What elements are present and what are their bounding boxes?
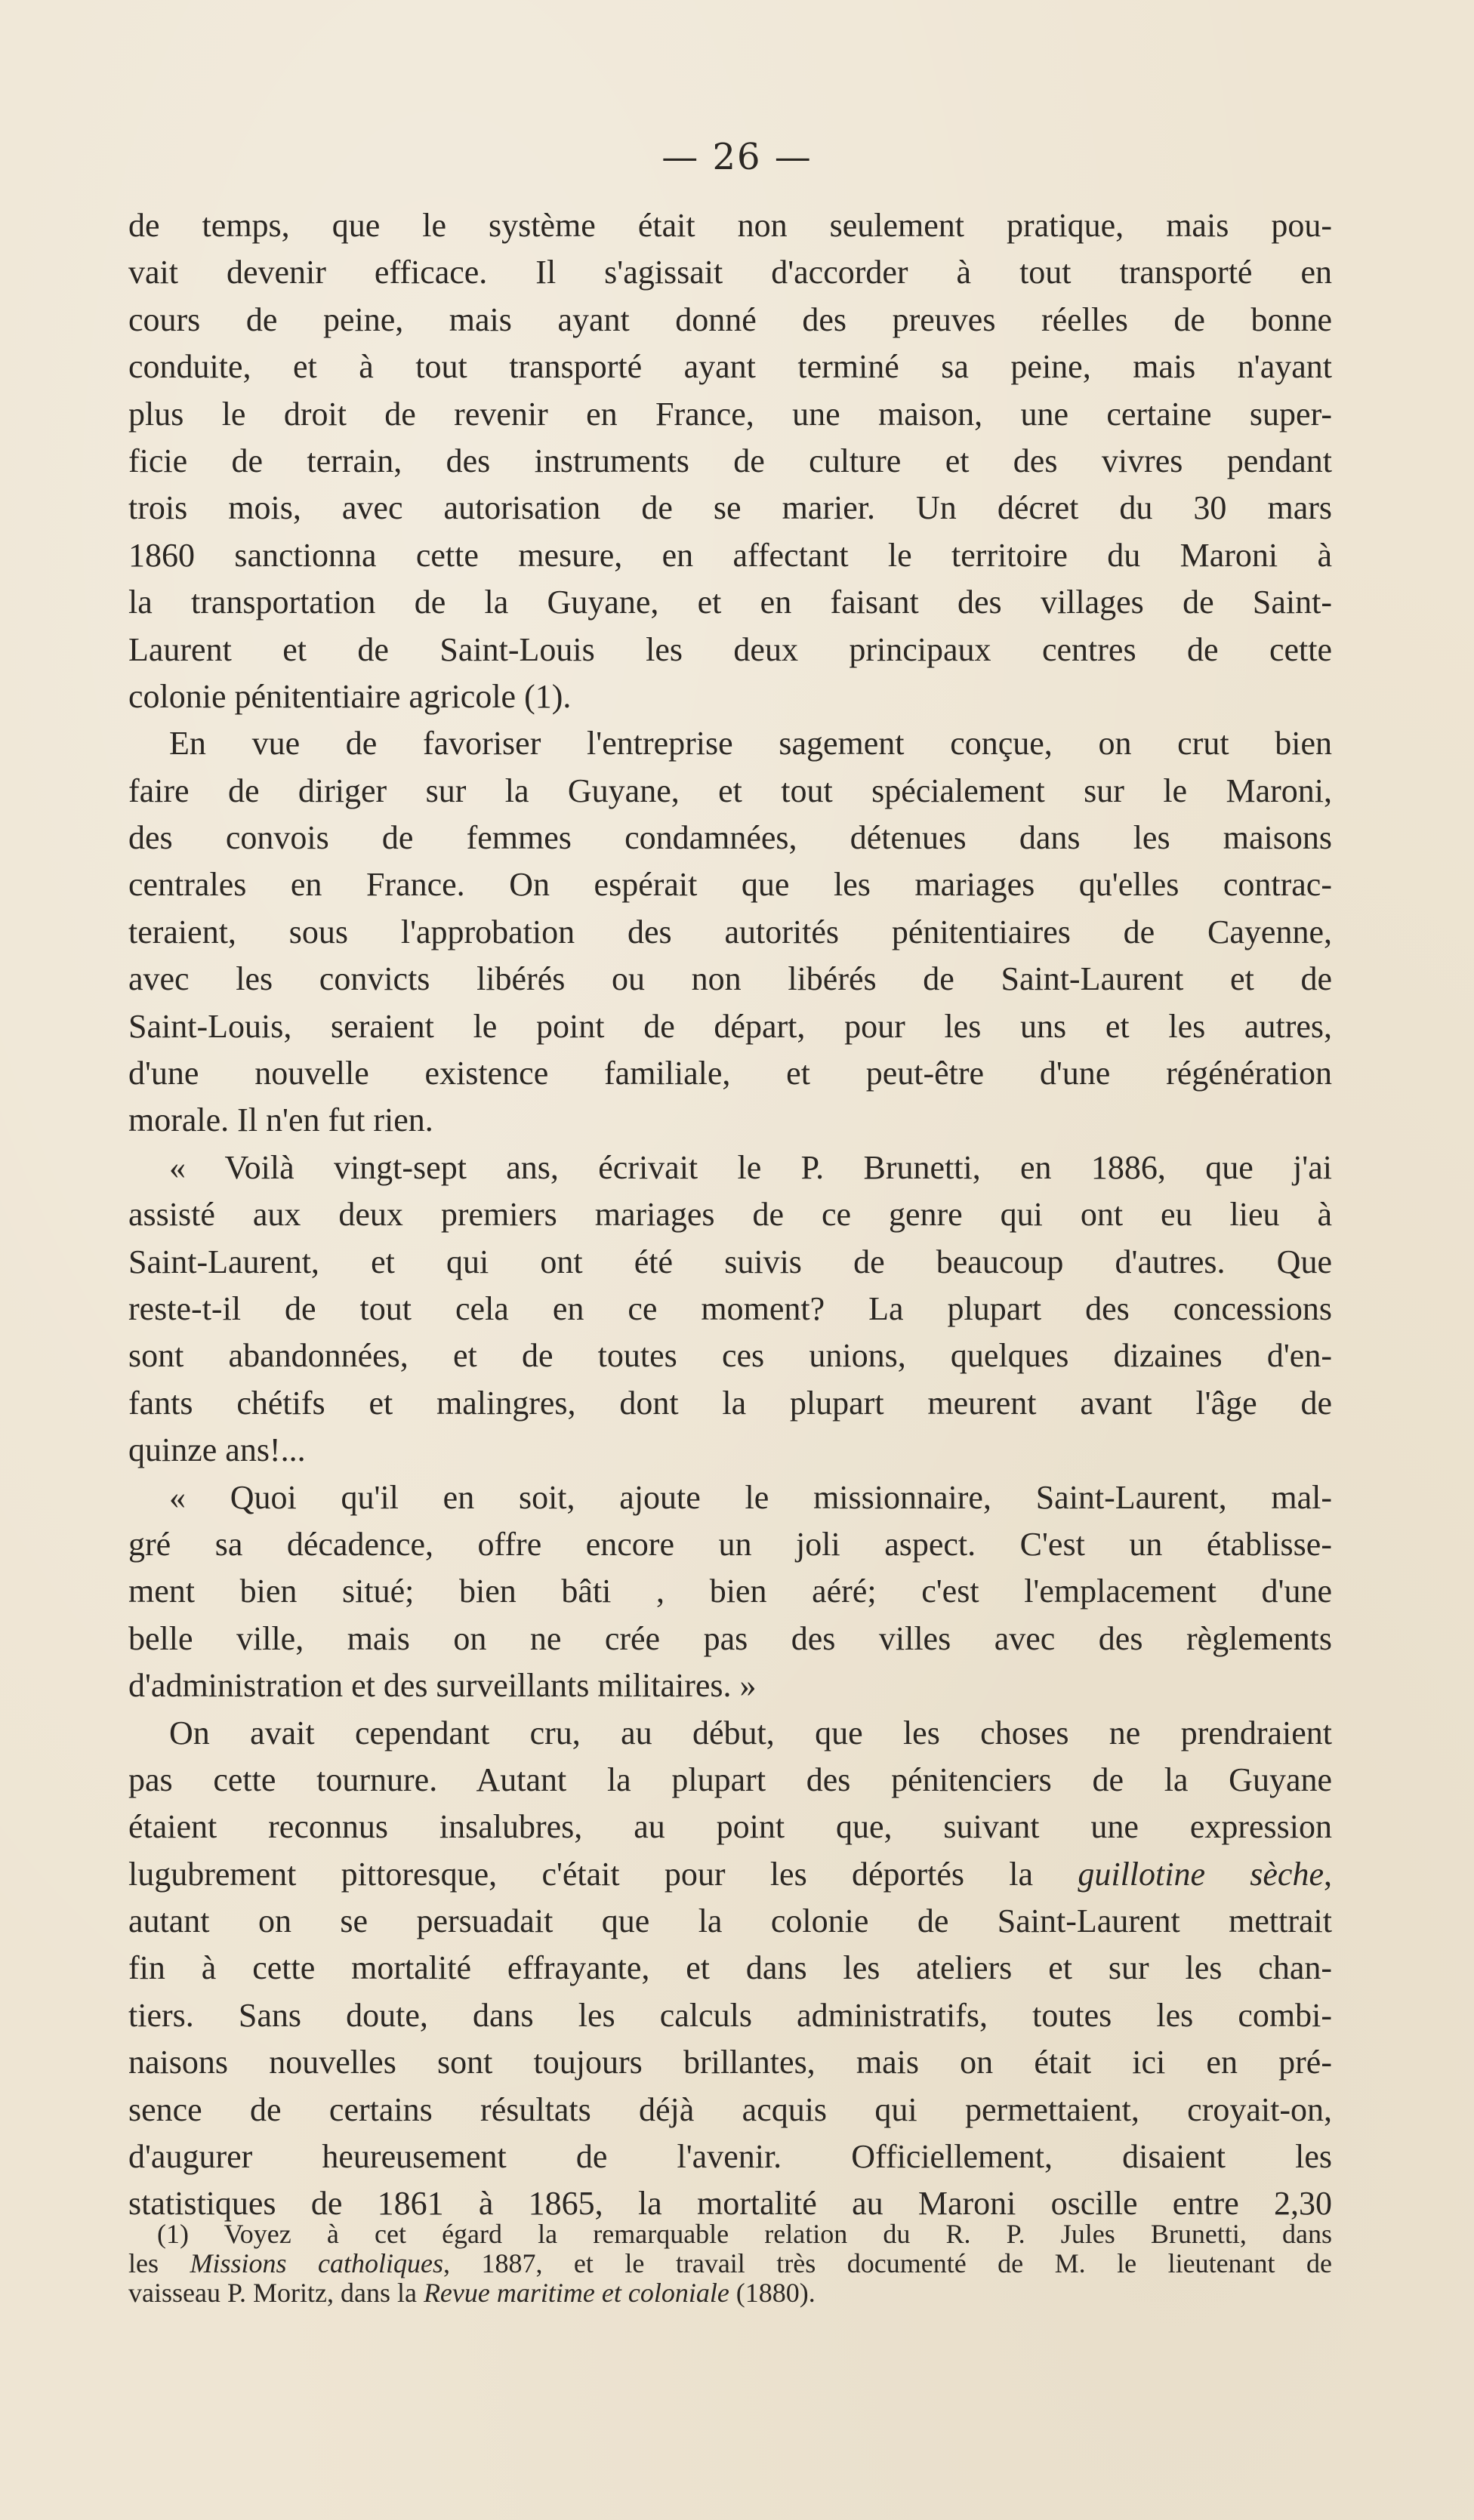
- italic-phrase: guillotine sèche: [1078, 1855, 1324, 1893]
- footnote-text: les: [128, 2248, 190, 2278]
- text-line-content: la transportation de la Guyane, et en faisant des villages de Saint-: [128, 584, 1332, 621]
- text-line-content: tiers. Sans doute, dans les calculs administratifs, toutes les combi-: [128, 1996, 1332, 2034]
- text-line-content: sence de certains résultats déjà acquis qui permettaient, croyait-on,: [128, 2090, 1332, 2128]
- text-line-content: de temps, que le système était non seulement pratique, mais pou-: [128, 207, 1332, 244]
- text-line: [128, 1568, 1332, 1615]
- text-line: [128, 1757, 1332, 1804]
- text-line: [128, 1474, 1332, 1521]
- text-line: [128, 1286, 1332, 1332]
- footnote: [128, 2220, 1332, 2308]
- text-line: [128, 343, 1332, 390]
- text-line: [128, 956, 1332, 1003]
- text-line-content: Saint-Louis, seraient le point de départ, pour les uns et les autres,: [128, 1007, 1332, 1045]
- text-line-content: naisons nouvelles sont toujours brillantes, mais on était ici en pré-: [128, 2044, 1332, 2081]
- text-line: [128, 1380, 1332, 1427]
- text-line-content: quinze ans!...: [128, 1431, 306, 1469]
- text-line-content: sont abandonnées, et de toutes ces unions, quelques dizaines d'en-: [128, 1337, 1332, 1375]
- text-line: [128, 1144, 1332, 1191]
- text-line: [128, 720, 1332, 767]
- text-line: [128, 485, 1332, 531]
- text-line-content: autant on se persuadait que la colonie de Saint-Laurent mettrait: [128, 1902, 1332, 1940]
- text-line-content: colonie pénitentiaire agricole (1).: [128, 677, 572, 715]
- text-line: [128, 532, 1332, 579]
- footnote-text: , 1887, et le travail très documenté de M. le lieutenant de: [443, 2248, 1332, 2278]
- footnote-line: [128, 2278, 1332, 2308]
- footnote-italic-title: Missions catholiques: [190, 2248, 443, 2278]
- text-line: [128, 249, 1332, 296]
- text-line-content: 1860 sanctionna cette mesure, en affectant le territoire du Maroni à: [128, 536, 1332, 574]
- text-line: [128, 1050, 1332, 1097]
- text-line-content: faire de diriger sur la Guyane, et tout spécialement sur le Maroni,: [128, 772, 1332, 809]
- text-line-content: ,: [1323, 1855, 1332, 1893]
- text-line: [128, 627, 1332, 673]
- text-line-content: « Voilà vingt-sept ans, écrivait le P. Brunetti, en 1886, que j'ai: [169, 1148, 1332, 1186]
- text-line-content: Saint-Laurent, et qui ont été suivis de beaucoup d'autres. Que: [128, 1243, 1332, 1280]
- text-line-content: gré sa décadence, offre encore un joli aspect. C'est un établisse-: [128, 1525, 1332, 1563]
- text-line-content: fin à cette mortalité effrayante, et dans les ateliers et sur les chan-: [128, 1949, 1332, 1987]
- text-line-content: En vue de favoriser l'entreprise sagement conçue, on crut bien: [169, 725, 1332, 762]
- text-line-content: On avait cependant cru, au début, que les choses ne prendraient: [169, 1714, 1332, 1751]
- footnote-text: (1880).: [729, 2278, 816, 2308]
- text-line: [128, 2133, 1332, 2180]
- text-line-content: pas cette tournure. Autant la plupart des pénitenciers de la Guyane: [128, 1761, 1332, 1798]
- footnote-line: [128, 2249, 1332, 2278]
- text-line-content: vait devenir efficace. Il s'agissait d'accorder à tout transporté en: [128, 254, 1332, 291]
- text-line: [128, 579, 1332, 626]
- text-line: [128, 909, 1332, 956]
- text-line: [128, 1710, 1332, 1757]
- text-line: [128, 1945, 1332, 1992]
- text-line: [128, 438, 1332, 485]
- text-line-content: lugubrement pittoresque, c'était pour les déportés la: [128, 1855, 1078, 1893]
- text-line: [128, 202, 1332, 249]
- text-line: [128, 1191, 1332, 1238]
- body-text: [128, 202, 1332, 2228]
- text-line: [128, 1097, 1332, 1144]
- text-line: [128, 1851, 1332, 1898]
- text-line: [128, 2039, 1332, 2086]
- text-line-content: d'augurer heureusement de l'avenir. Officiellement, disaient les: [128, 2138, 1332, 2176]
- text-line-content: plus le droit de revenir en France, une maison, une certaine super-: [128, 395, 1332, 433]
- text-line: [128, 1616, 1332, 1662]
- text-line-content: teraient, sous l'approbation des autorités pénitentiaires de Cayenne,: [128, 913, 1332, 950]
- text-line: [128, 2087, 1332, 2133]
- text-line: [128, 1332, 1332, 1379]
- page-number: — 26 —: [661, 136, 813, 178]
- text-line: [128, 1992, 1332, 2039]
- text-line-content: des convois de femmes condamnées, détenues dans les maisons: [128, 819, 1332, 857]
- text-line-content: « Quoi qu'il en soit, ajoute le missionnaire, Saint-Laurent, mal-: [169, 1478, 1332, 1516]
- footnote-text: (1) Voyez à cet égard la remarquable relation du R. P. Jules Brunetti, dans: [157, 2219, 1332, 2249]
- text-line-content: assisté aux deux premiers mariages de ce genre qui ont eu lieu à: [128, 1196, 1332, 1234]
- text-line-content: centrales en France. On espérait que les mariages qu'elles contrac-: [128, 866, 1332, 904]
- text-line-content: d'une nouvelle existence familiale, et peut-être d'une régénération: [128, 1055, 1332, 1092]
- footnote-text: vaisseau P. Moritz, dans la: [128, 2278, 424, 2308]
- text-line-content: reste-t-il de tout cela en ce moment? La plupart des concessions: [128, 1289, 1332, 1327]
- text-line-content: trois mois, avec autorisation de se marier. Un décret du 30 mars: [128, 489, 1332, 527]
- text-line-content: statistiques de 1861 à 1865, la mortalité au Maroni oscille entre 2,30: [128, 2185, 1332, 2223]
- text-line: [128, 1003, 1332, 1050]
- text-line: [128, 1239, 1332, 1286]
- footnote-italic-title: Revue maritime et coloniale: [423, 2278, 729, 2308]
- text-line-content: morale. Il n'en fut rien.: [128, 1101, 433, 1139]
- text-line-content: étaient reconnus insalubres, au point que, suivant une expression: [128, 1808, 1332, 1846]
- text-line-content: d'administration et des surveillants militaires. »: [128, 1667, 757, 1705]
- text-line: [128, 815, 1332, 861]
- text-line: [128, 1804, 1332, 1850]
- text-line: [128, 861, 1332, 908]
- text-line-content: avec les convicts libérés ou non libérés de Saint-Laurent et de: [128, 960, 1332, 998]
- text-line: [128, 673, 1332, 720]
- text-line-content: fants chétifs et malingres, dont la plupart meurent avant l'âge de: [128, 1384, 1332, 1422]
- text-line: [128, 768, 1332, 815]
- text-line-content: conduite, et à tout transporté ayant terminé sa peine, mais n'ayant: [128, 348, 1332, 386]
- text-line: [128, 1662, 1332, 1709]
- text-line-content: ment bien situé; bien bâti , bien aéré; c'est l'emplacement d'une: [128, 1573, 1332, 1610]
- text-line-content: belle ville, mais on ne crée pas des villes avec des règlements: [128, 1619, 1332, 1657]
- text-line: [128, 1427, 1332, 1474]
- text-line: [128, 297, 1332, 343]
- text-line-content: Laurent et de Saint-Louis les deux principaux centres de cette: [128, 630, 1332, 668]
- text-line: [128, 391, 1332, 438]
- text-line: [128, 1898, 1332, 1945]
- text-line-content: cours de peine, mais ayant donné des preuves réelles de bonne: [128, 300, 1332, 338]
- text-line-content: ficie de terrain, des instruments de culture et des vivres pendant: [128, 442, 1332, 479]
- text-line: [128, 1521, 1332, 1568]
- footnote-line: [128, 2220, 1332, 2249]
